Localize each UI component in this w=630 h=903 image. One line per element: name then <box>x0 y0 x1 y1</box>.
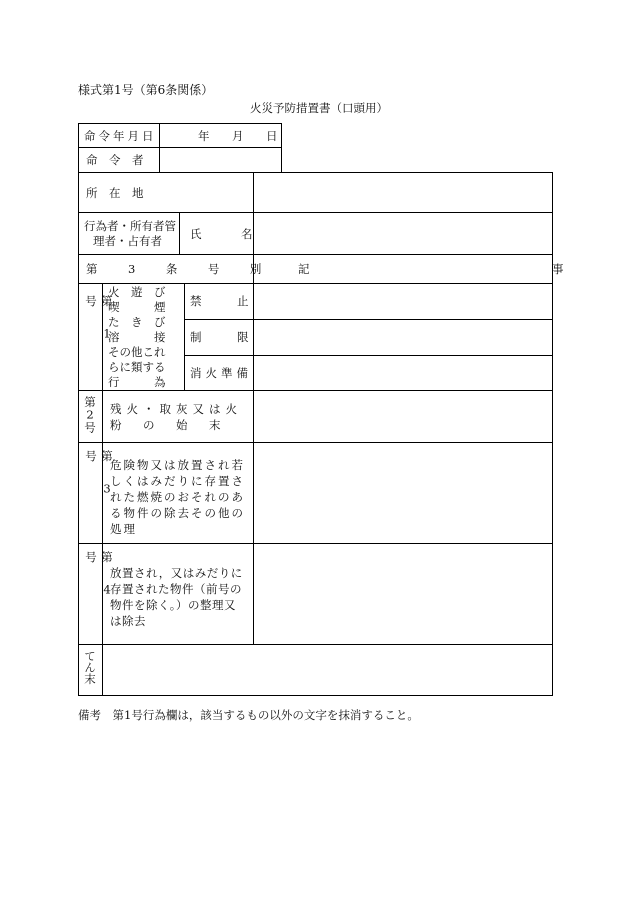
item1-acts-line-1: 火 遊 び <box>108 285 166 299</box>
order-date-year: 年 <box>198 129 210 143</box>
form-number: 様式第1号（第6条関係） <box>78 83 214 97</box>
item3-line-2: しくはみだりに存置さ <box>110 474 245 488</box>
notes-label: 記 事 <box>298 262 616 276</box>
actor-label-line2: 理者・占有者 <box>93 234 162 248</box>
orderer-field[interactable] <box>160 148 281 172</box>
item1-prohibit-label: 禁 止 <box>190 294 261 308</box>
item4-line-4: は除去 <box>110 614 146 628</box>
actor-label-line1: 行為者・所有者管 <box>84 219 176 233</box>
item1-acts-line-5: その他これ <box>108 345 166 359</box>
document-title: 火災予防措置書（口頭用） <box>250 101 388 115</box>
item4-line-2: 存置された物件（前号の <box>110 582 242 596</box>
item1-acts-line-7: 行 為 <box>108 375 166 389</box>
item2-number: 第2号 <box>83 396 97 433</box>
item1-acts-line-3: た き び <box>108 315 166 329</box>
item2-field[interactable] <box>254 391 552 442</box>
item3-number: 第3号 <box>84 450 114 516</box>
item1-acts-line-2: 喫 煙 <box>108 300 166 314</box>
remark-note: 備考 第1号行為欄は，該当するもの以外の文字を抹消すること。 <box>78 708 419 722</box>
item1-prepare-field[interactable] <box>254 356 552 390</box>
item3-line-4: る物件の除去その他の <box>110 506 245 520</box>
order-date-day: 日 <box>266 129 278 143</box>
item4-field[interactable] <box>254 544 552 644</box>
item3-line-3: れた燃焼のおそれのあ <box>110 490 245 504</box>
item3-line-1: 危険物又は放置され若 <box>110 458 245 472</box>
item1-acts-line-6: らに類する <box>108 360 166 374</box>
item2-line2: 粉 の 始 末 <box>110 418 226 432</box>
item4-line-3: 物件を除く。）の整理又 <box>110 598 237 612</box>
order-date-label: 命令年月日 <box>84 129 157 143</box>
item3-field[interactable] <box>254 443 552 543</box>
item1-acts-line-4: 溶 接 <box>108 330 166 344</box>
item1-prohibit-field[interactable] <box>254 284 552 319</box>
item1-restrict-label: 制 限 <box>190 330 261 344</box>
name-label: 氏 名 <box>190 227 267 241</box>
item1-restrict-field[interactable] <box>254 320 552 355</box>
location-label: 所 在 地 <box>86 186 144 200</box>
tenmatsu-label: てん末 <box>83 650 97 685</box>
item4-line-1: 放置され，又はみだりに <box>110 566 243 580</box>
location-field[interactable] <box>254 173 552 212</box>
item1-prepare-label: 消火準備 <box>190 366 252 380</box>
actor-name-field[interactable] <box>254 213 552 254</box>
tenmatsu-field[interactable] <box>103 645 552 695</box>
order-date-month: 月 <box>232 129 244 143</box>
orderer-label: 命 令 者 <box>86 153 144 167</box>
item2-line1: 残火・取灰又は火 <box>110 402 242 416</box>
article-label: 第 3 条 号 別 <box>86 262 271 276</box>
order-date-field[interactable] <box>160 124 281 146</box>
item1-number: 第1号 <box>84 295 114 361</box>
item3-line-5: 処理 <box>110 522 137 536</box>
item4-number: 第4号 <box>84 551 114 617</box>
